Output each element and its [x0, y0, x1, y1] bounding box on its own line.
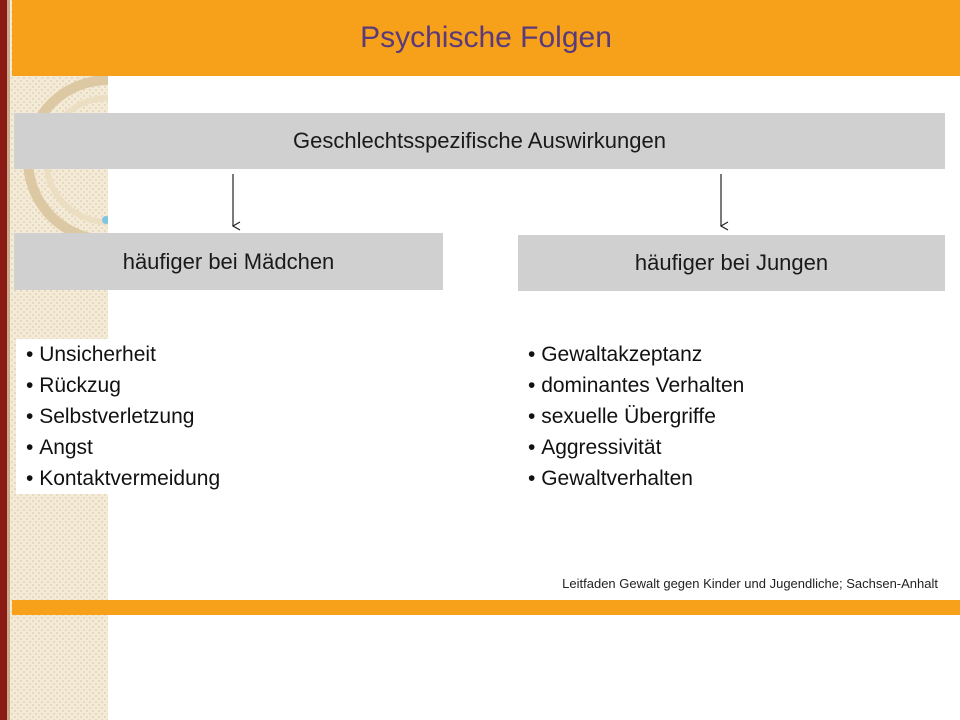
- list-item: • dominantes Verhalten: [528, 370, 858, 401]
- root-node: [14, 113, 945, 169]
- girls-node: [14, 233, 443, 290]
- boys-effects-list: [528, 339, 858, 494]
- list-item: • Aggressivität: [528, 432, 858, 463]
- list-item: • Unsicherheit: [26, 339, 356, 370]
- list-item: • Kontaktvermeidung: [26, 463, 356, 494]
- list-item: • Gewaltverhalten: [528, 463, 858, 494]
- list-item: • Selbstverletzung: [26, 401, 356, 432]
- slide-title: Psychische Folgen: [360, 21, 612, 54]
- boys-node: [518, 235, 945, 291]
- source-citation: Leitfaden Gewalt gegen Kinder und Jugendliche; Sachsen-Anhalt: [562, 576, 938, 591]
- list-item: • sexuelle Übergriffe: [528, 401, 858, 432]
- girls-effects-list: [16, 339, 356, 494]
- left-accent-bar: [0, 0, 7, 720]
- girls-node-label: häufiger bei Mädchen: [122, 248, 335, 274]
- list-item: • Gewaltakzeptanz: [528, 339, 858, 370]
- list-item: • Rückzug: [26, 370, 356, 401]
- left-accent-stripe: [7, 0, 10, 720]
- list-item: • Angst: [26, 432, 356, 463]
- boys-node-label: häufiger bei Jungen: [634, 250, 829, 275]
- root-node-label: Geschlechtsspezifische Auswirkungen: [293, 128, 666, 153]
- footer-bar: [12, 600, 960, 615]
